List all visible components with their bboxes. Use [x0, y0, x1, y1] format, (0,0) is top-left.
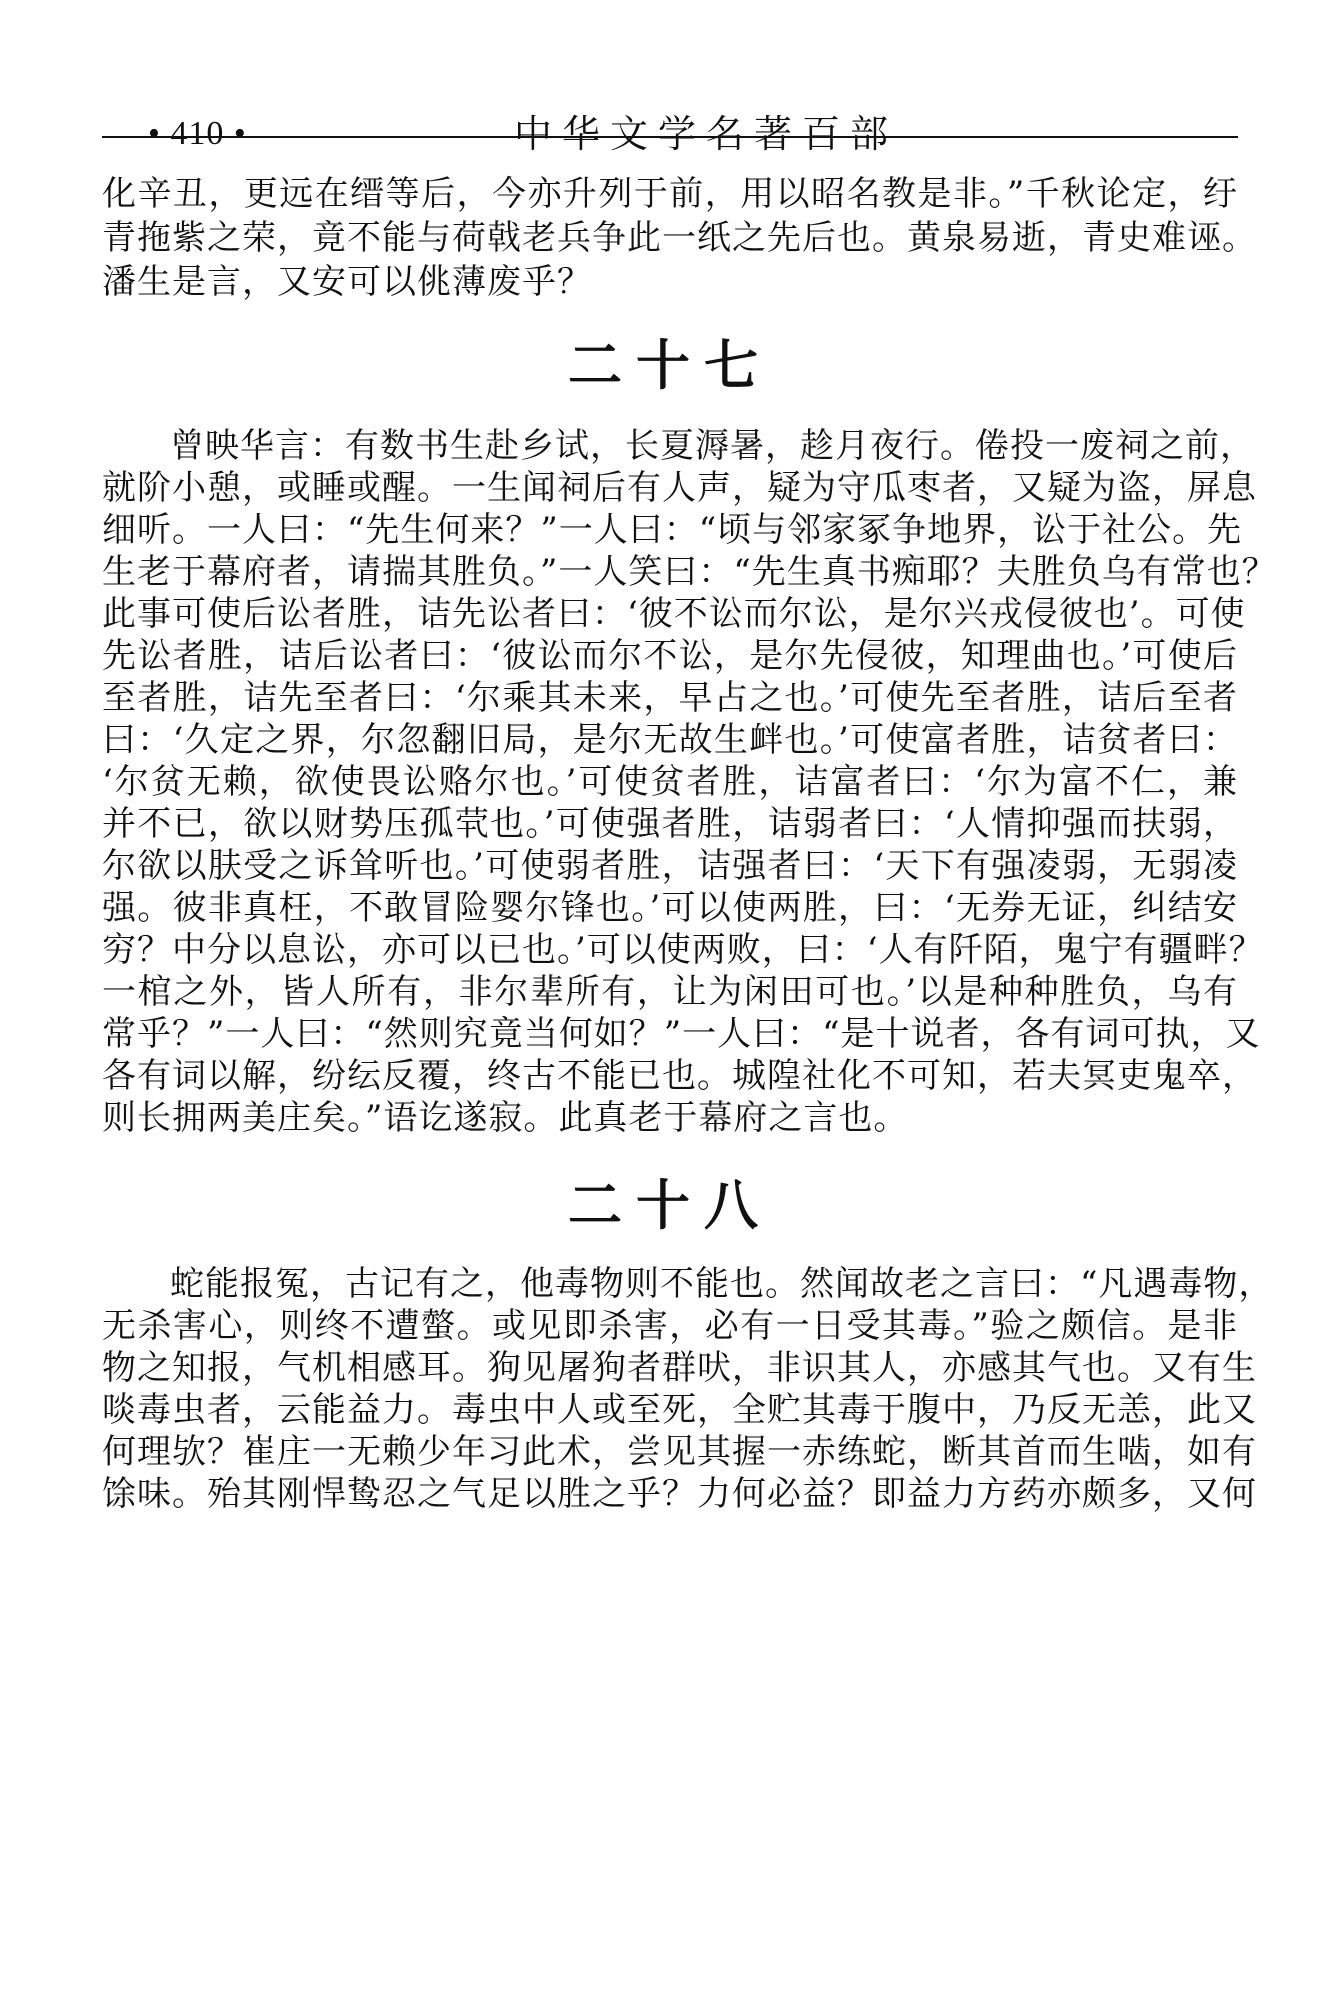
text-line: 无杀害心，则终不遭螫。或见即杀害，必有一日受其毒。”验之颇信。是非 — [102, 1306, 1238, 1346]
text-line: 馀味。殆其刚悍鸷忍之气足以胜之乎？力何必益？即益力方药亦颇多，又何 — [102, 1474, 1257, 1514]
text-line: 就阶小憩，或睡或醒。一生闻祠后有人声，疑为守瓜枣者，又疑为盗，屏息 — [102, 468, 1257, 508]
section-heading: 二十七 — [568, 334, 772, 397]
page-header — [102, 108, 1238, 168]
book-page — [102, 0, 1277, 1997]
text-line: 此事可使后讼者胜，诘先讼者曰：‘彼不讼而尔讼，是尔兴戎侵彼也’。可使 — [102, 594, 1246, 634]
text-line: 并不已，欲以财势压孤茕也。’可使强者胜，诘弱者曰：‘人情抑强而扶弱， — [102, 804, 1238, 844]
text-line: 蛇能报冤，古记有之，他毒物则不能也。然闻故老之言曰：“凡遇毒物， — [170, 1264, 1274, 1304]
text-line: 常乎？”一人曰：“然则究竟当何如？”一人曰：“是十说者，各有词可执，又 — [102, 1014, 1261, 1054]
text-line: 先讼者胜，诘后讼者曰：‘彼讼而尔不讼，是尔先侵彼，知理曲也。’可使后 — [102, 636, 1238, 676]
text-line: 至者胜，诘先至者曰：‘尔乘其未来，早占之也。’可使先至者胜，诘后至者 — [102, 678, 1238, 718]
text-line: 何理欤？崔庄一无赖少年习此术，尝见其握一赤练蛇，断其首而生啮，如有 — [102, 1432, 1257, 1472]
page-number: • 410 • — [148, 115, 247, 152]
text-line: 细听。一人曰：“先生何来？”一人曰：“顷与邻家冢争地界，讼于社公。先 — [102, 510, 1243, 550]
text-line: 物之知报，气机相感耳。狗见屠狗者群吠，非识其人，亦感其气也。又有生 — [102, 1348, 1257, 1388]
text-line: 啖毒虫者，云能益力。毒虫中人或至死，全贮其毒于腹中，乃反无恙，此又 — [102, 1390, 1257, 1430]
text-line: 则长拥两美庄矣。”语讫遂寂。此真老于幕府之言也。 — [102, 1098, 909, 1138]
text-line: 曰：‘久定之界，尔忽翻旧局，是尔无故生衅也。’可使富者胜，诘贫者曰： — [102, 720, 1238, 760]
text-line: 化辛丑，更远在缙等后，今亦升列于前，用以昭名教是非。”千秋论定，纡 — [102, 174, 1238, 214]
header-rule — [102, 136, 1238, 138]
text-line: ‘尔贫无赖，欲使畏讼赂尔也。’可使贫者胜，诘富者曰：‘尔为富不仁，兼 — [102, 762, 1238, 802]
text-line: 一棺之外，皆人所有，非尔辈所有，让为闲田可也。’以是种种胜负，乌有 — [102, 972, 1238, 1012]
section-heading: 二十八 — [568, 1174, 772, 1237]
text-line: 穷？中分以息讼，亦可以已也。’可以使两败，曰：‘人有阡陌，鬼宁有疆畔？ — [102, 930, 1264, 970]
text-line: 潘生是言，又安可以佻薄废乎？ — [102, 262, 592, 302]
text-line: 曾映华言：有数书生赴乡试，长夏溽暑，趁月夜行。倦投一废祠之前， — [170, 426, 1255, 466]
text-line: 强。彼非真枉，不敢冒险婴尔锋也。’可以使两胜，曰：‘无券无证，纠结安 — [102, 888, 1238, 928]
text-line: 青拖紫之荣，竟不能与荷戟老兵争此一纸之先后也。黄泉易逝，青史难诬。 — [102, 218, 1257, 258]
text-line: 生老于幕府者，请揣其胜负。”一人笑曰：“先生真书痴耶？夫胜负乌有常也？ — [102, 552, 1277, 592]
text-line: 各有词以解，纷纭反覆，终古不能已也。城隍社化不可知，若夫冥吏鬼卒， — [102, 1056, 1257, 1096]
text-line: 尔欲以肤受之诉耸听也。’可使弱者胜，诘强者曰：‘天下有强凌弱，无弱凌 — [102, 846, 1238, 886]
running-title: 中华文学名著百部 — [514, 112, 899, 156]
